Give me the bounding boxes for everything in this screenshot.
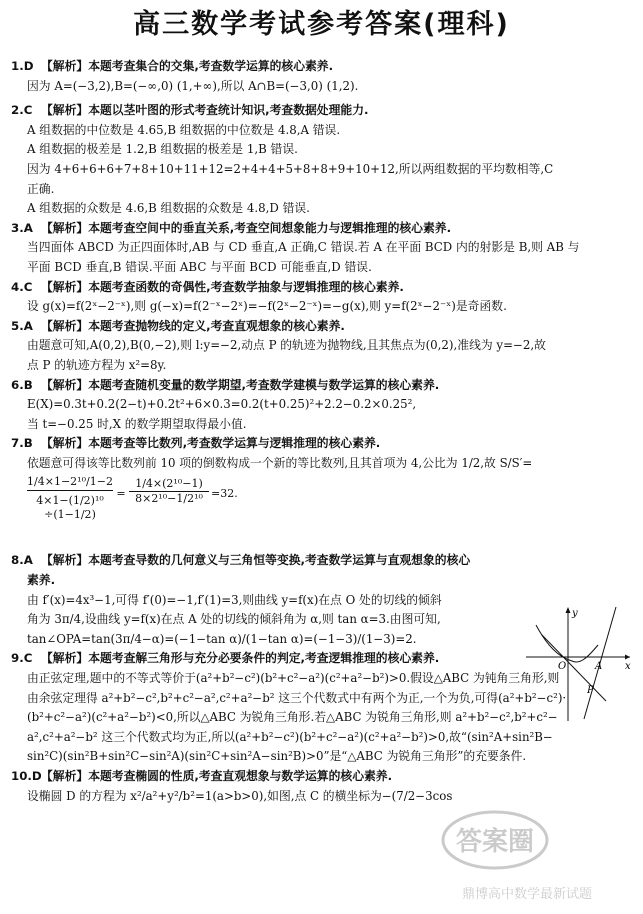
item-6-header [11,376,631,396]
point-p-label: P [587,685,594,696]
item-header-text: 【解析】本题考查等比数列,考查数学运算与逻辑推理的核心素养. [41,436,381,451]
frac-num-2: 1/4×(2¹⁰−1) [129,477,209,492]
item-number: 3.A [11,220,33,235]
item-header-text: 【解析】本题考查解三角形与充分必要条件的判定,考查逻辑推理的核心素养. [41,651,440,666]
item-number: 4.C [11,279,33,294]
item-2-line: A 组数据的极差是 1.2,B 组数据的极差是 1,B 错误. [27,142,298,157]
item-number: 5.A [11,318,33,333]
frac-num-1a: 1 [27,475,35,489]
frac-den-2c: 2¹⁰ [187,492,203,506]
item-9-line: a²,c²+a²−b² 这三个代数式均为正,所以(a²+b²−c²)(b²+c²−a²)(c²+a²−b²)>0,故“(sin²A+sin²B− [27,729,553,744]
item-number: 9.C [11,651,33,666]
item-5-header [11,317,631,337]
item-1-line: 因为 A=(−3,2),B=(−∞,0) (1,+∞),所以 A∩B=(−3,0) (1,2). [27,78,359,93]
item-4-line: 设 g(x)=f(2ˣ−2⁻ˣ),则 g(−x)=f(2⁻ˣ−2ˣ)=−f(2ˣ−2⁻ˣ)=−g(x),则 y=f(2ˣ−2⁻ˣ)是奇函数. [27,299,507,314]
item-1-header [11,57,631,77]
item-5-line: 点 P 的轨迹方程为 x²=8y. [27,357,167,372]
item-3-line: 当四面体 ABCD 为正四面体时,AB 与 CD 垂直,A 正确,C 错误.若 A 在平面 BCD 内的射影是 B,则 AB 与 [27,240,580,255]
origin-label: O [558,661,567,672]
item-9-line: 由正弦定理,题中的不等式等价于(a²+b²−c²)(b²+c²−a²)(c²+a²−b²)>0.假设△ABC 为钝角三角形,则 [27,671,560,686]
point-a-label: A [595,661,603,672]
item-header-text: 【解析】本题考查集合的交集,考查数学运算的核心素养. [41,59,334,73]
item-header-text: 【解析】本题考查随机变量的数学期望,考查数学建模与数学运算的核心素养. [41,377,440,392]
stamp-text: 答案圈 [455,827,535,857]
frac-den-1a: 1−(1/2)¹⁰ [52,494,104,508]
item-7-result: =32. [211,487,238,501]
item-number: 10.D [11,769,42,783]
item-4-header [11,278,631,298]
item-7-header [11,434,631,454]
item-10-header [11,767,631,787]
item-2-line: 正确. [27,181,55,196]
watermark-stamp [435,800,640,910]
item-number: 6.B [11,377,33,392]
frac-den-2b: 2¹⁰−1 [151,492,184,506]
item-header-text: 【解析】本题考查抛物线的定义,考查直观想象的核心素养. [41,318,345,333]
y-label: y [572,608,578,619]
item-8-line: tan∠OPA=tan(3π/4−α)=(−1−tan α)/(1−tan α)=(−1−3)/(1−3)=2. [27,631,417,646]
stamp-subtext: 鼎博高中数学最新试题 [461,887,593,902]
item-3-line: 平面 BCD 垂直,B 错误.平面 ABC 与平面 BCD 可能垂直,D 错误. [27,259,372,274]
x-axis-arrow [625,655,630,660]
item-header-text: 【解析】本题考查函数的奇偶性,考查数学抽象与逻辑推理的核心素养. [41,279,404,294]
item-2-header [11,101,631,121]
item-10-line: 设椭圆 D 的方程为 x²/a²+y²/b²=1(a>b>0),如图,点 C 的横坐标为−(7/2−3cos [27,788,453,803]
frac-num-1d: 1−2 [89,475,113,489]
item-9-line: (b²+c²−a²)(c²+a²−b²)<0,所以△ABC 为锐角三角形.若△ABC 为锐角三角形,则 a²+b²−c²,b²+c²− [27,710,558,725]
frac-den-1c: 1−1/2 [57,508,92,522]
y-axis-arrow [566,607,571,613]
item-7-fraction-block: 1/4×1−2¹⁰/1−2 4×1−(1/2)¹⁰ ÷(1−1/2) = 1/4×(2¹⁰−1) 8×2¹⁰−1/2¹⁰ =32. [11,473,631,551]
item-header-text: 【解析】本题以茎叶图的形式考查统计知识,考查数据处理能力. [41,103,369,118]
item-number: 2.C [11,103,33,118]
item-header-text: 【解析】本题考查空间中的垂直关系,考查空间想象能力与逻辑推理的核心素养. [41,220,452,235]
curve [536,625,598,662]
page-title: 高三数学考试参考答案(理科) [133,9,510,40]
item-9-line: sin²C)(sin²B+sin²C−sin²A)(sin²C+sin²A−sin²B)>0”是“△ABC 为锐角三角形”的充要条件. [27,749,527,764]
item-3-header [11,219,631,239]
item-9-line: 由余弦定理得 a²+b²−c²,b²+c²−a²,c²+a²−b² 这三个代数式中有两个为正,一个为负,可得(a²+b²−c²)· [27,690,567,705]
item-2-line: A 组数据的众数是 4.6,B 组数据的众数是 4.8,D 错误. [27,201,310,216]
item-number: 7.B [11,436,33,451]
item-number: 8.A [11,553,33,568]
item-8-header-cont: 素养. [27,573,56,588]
item-2-line: A 组数据的中位数是 4.65,B 组数据的中位数是 4.8,A 错误. [27,122,341,137]
frac-den-1b: 4× [36,494,53,508]
frac-num-1b: 4 [37,475,45,489]
item-6-line: E(X)=0.3t+0.2(2−t)+0.2t²+6×0.3=0.2(t+0.25)²+2.2−0.2×0.25², [27,397,417,412]
item-5-line: 由题意可知,A(0,2),B(0,−2),则 l:y=−2,动点 P 的轨迹为抛物线,且其焦点为(0,2),准线为 y=−2,故 [27,338,546,353]
frac-den-2a: 8× [135,492,152,506]
item-8-line: 角为 3π/4,设曲线 y=f(x)在点 A 处的切线的倾斜角为 α,则 tan α=3.由图可知, [27,612,441,627]
item-number: 1.D [11,59,34,73]
frac-num-1c: 1−2¹⁰ [53,475,87,489]
tangent-line-figure [522,605,634,723]
item-8-header [11,551,631,571]
item-7-line: 依题意可得该等比数列前 10 项的倒数构成一个新的等比数列,且其首项为 4,公比为 1/2,故 S/S′= [27,455,533,470]
x-label: x [625,661,631,672]
item-2-line: 因为 4+6+6+6+7+8+10+11+12=2+4+4+5+8+8+9+10+12,所以两组数据的平均数相等,C [27,161,554,176]
item-8-line: 由 f′(x)=4x³−1,可得 f′(0)=−1,f′(1)=3,则曲线 y=f(x)在点 O 处的切线的倾斜 [27,592,442,607]
item-6-line: 当 t=−0.25 时,X 的数学期望取得最小值. [27,416,247,431]
item-header-text: 【解析】本题考查椭圆的性质,考查直观想象与数学运算的核心素养. [41,769,393,783]
item-header-text: 【解析】本题考查导数的几何意义与三角恒等变换,考查数学运算与直观想象的核心 [41,553,471,568]
